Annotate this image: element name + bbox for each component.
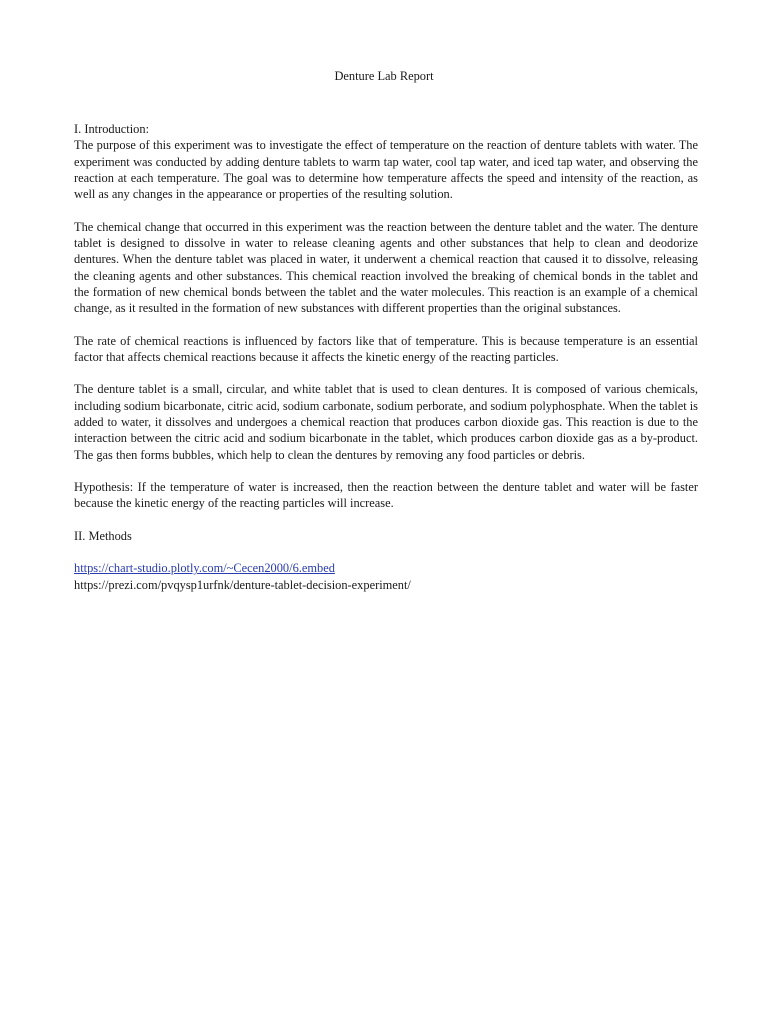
hypothesis-paragraph: Hypothesis: If the temperature of water is increased, then the reaction between the denture tablet and water will be faster because the kinetic energy of the reacting particles will increase. — [74, 480, 698, 511]
intro-paragraph-tablet-composition: The denture tablet is a small, circular, and white tablet that is used to clean dentures. It is composed of various chemicals, including sodium bicarbonate, citric acid, sodium carbonate, sodium perborate, and sodium polyphosphate. When the tablet is added to water, it dissolves and undergoes a chemical reaction that produces carbon dioxide gas. This reaction is due to the interaction between the citric acid and sodium bicarbonate in the tablet, which produces carbon dioxide gas as a by-product. The gas then forms bubbles, which help to clean the dentures by removing any food particles or debris. — [74, 382, 698, 462]
intro-paragraph-purpose: The purpose of this experiment was to investigate the effect of temperature on the reaction of denture tablets with water. The experiment was conducted by adding denture tablets to warm tap water, cool tap water, and iced tap water, and observing the reaction at each temperature. The goal was to determine how temperature affects the speed and intensity of the reaction, as well as any changes in the appearance or properties of the resulting solution. — [74, 138, 698, 202]
introduction-heading: I. Introduction: — [74, 122, 150, 136]
plotly-chart-link[interactable]: https://chart-studio.plotly.com/~Cecen2000/6.embed — [74, 561, 335, 576]
document-title: Denture Lab Report — [334, 69, 434, 83]
document-body — [74, 121, 698, 593]
methods-heading: II. Methods — [74, 528, 132, 543]
intro-paragraph-reaction-rate: The rate of chemical reactions is influenced by factors like that of temperature. This is because temperature is an essential factor that affects chemical reactions because it affects the kinetic energy of the reacting particles. — [74, 333, 698, 364]
intro-paragraph-chemical-change: The chemical change that occurred in this experiment was the reaction between the denture tablet and the water. The denture tablet is designed to dissolve in water to release cleaning agents and other substances that help to clean and deodorize dentures. When the denture tablet was placed in water, it underwent a chemical reaction that caused it to dissolve, releasing the cleaning agents and other substances. This chemical reaction involved the breaking of chemical bonds in the tablet and the formation of new chemical bonds between the tablet and the water molecules. This reaction is an example of a chemical change, as it resulted in the formation of new substances with different properties than the original substances. — [74, 219, 698, 316]
prezi-url-text: https://prezi.com/pvqysp1urfnk/denture-tablet-decision-experiment/ — [74, 577, 411, 592]
